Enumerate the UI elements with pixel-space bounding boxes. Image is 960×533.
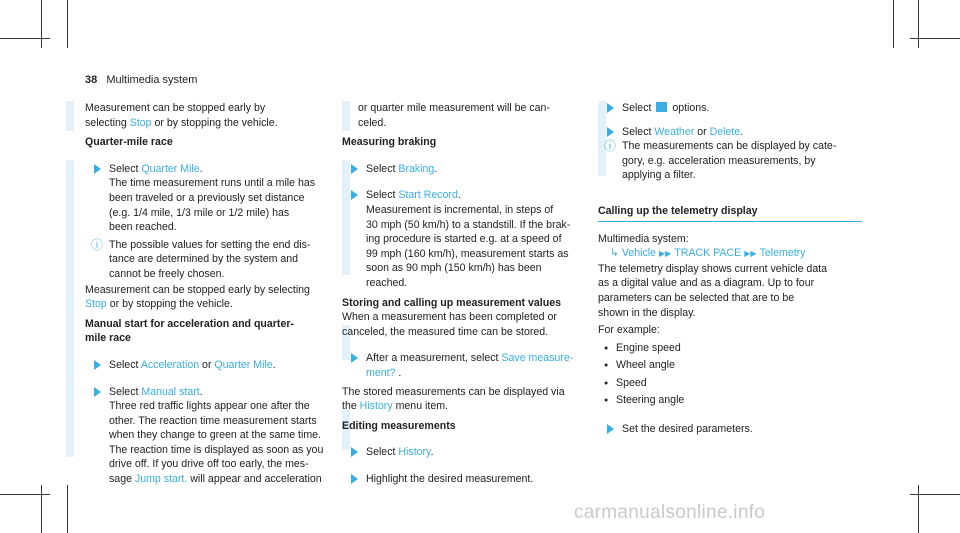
heading-storing: Storing and calling up measurement values: [342, 296, 561, 309]
info-icon: ⓘ: [91, 237, 104, 252]
step-arrow-icon: [351, 353, 358, 363]
multimedia-system-label: Multimedia system:: [598, 232, 689, 245]
page-number: 38: [85, 74, 98, 86]
section-title: Multimedia system: [106, 74, 198, 86]
step-select-options: Select options.: [598, 101, 864, 116]
column-2: [342, 101, 582, 486]
telemetry-paragraph: The telemetry display shows current vehicle data as a digital value and as a diagram. Up to four parameters can be selected that are to be shown in the display.: [598, 262, 828, 319]
quarter-mile-link[interactable]: Quarter Mile: [141, 162, 200, 175]
page-header: [85, 73, 197, 88]
watermark: carmanualsonline.info: [574, 502, 766, 523]
stop-link-2[interactable]: Stop: [85, 298, 107, 311]
step-arrow-icon: [94, 164, 101, 174]
step-manual-start: Select Manual start. Three red traffic lights appear one after the other. The reaction time measurement starts when they change to green at the same time. The reaction time is displayed as soon as you drive off. If you drive off too early, the mes- sage Jump start. will appear and acceleration: [85, 385, 325, 487]
storing-paragraph: When a measurement has been completed or canceled, the measured time can be stored.: [342, 311, 557, 338]
start-record-link[interactable]: Start Record: [398, 189, 458, 202]
highlight-bar: [66, 101, 74, 131]
path-telemetry[interactable]: Telemetry: [759, 247, 806, 260]
crop-mark: [41, 485, 42, 533]
crop-mark: [0, 494, 50, 495]
heading-measuring-braking: Measuring braking: [342, 136, 437, 149]
continuation-paragraph: or quarter mile measurement will be can- celed.: [358, 102, 550, 129]
history-link-2[interactable]: History: [398, 446, 431, 459]
heading-editing: Editing measurements: [342, 419, 456, 432]
step-arrow-icon: [351, 190, 358, 200]
step-start-record: Select Start Record. Measurement is incremental, in steps of 30 mph (50 km/h) to a standstill. If the brak- ing procedure is started e.g. at a speed of 99 mph (160 km/h), measurement starts as soon as 90 mph (150 km/h) has been reached.: [342, 188, 582, 290]
delete-link[interactable]: Delete: [709, 125, 741, 138]
stop-link[interactable]: Stop: [129, 116, 152, 129]
path-separator-icon: ▶▶: [744, 249, 757, 259]
step-select-quarter-mile: Select Quarter Mile. The time measurement runs until a mile has been traveled or a previously set distance (e.g. 1/4 mile, 1/3 mile or 1/2 mile) has been reached.: [85, 162, 325, 235]
step-arrow-icon: [607, 424, 614, 434]
column-1: [85, 101, 325, 487]
stop-paragraph: Measurement can be stopped early by selecting Stop or by stopping the vehicle.: [85, 283, 310, 311]
step-select-mode: Select Acceleration or Quarter Mile.: [85, 358, 325, 373]
path-start-icon: ↳: [610, 247, 619, 260]
crop-mark: [918, 0, 919, 48]
crop-mark: [0, 38, 50, 39]
info-note: ⓘ The possible values for setting the end dis- tance are determined by the system and cannot be freely chosen.: [91, 237, 311, 280]
acceleration-link[interactable]: Acceleration: [140, 358, 200, 371]
highlight-bar: [66, 357, 74, 457]
save-measurement-link-cont[interactable]: ment?: [366, 366, 396, 379]
list-item: ● Wheel angle: [604, 357, 864, 375]
list-item: ● Speed: [604, 375, 864, 393]
history-paragraph: The stored measurements can be displayed via the History menu item.: [342, 385, 565, 413]
step-arrow-icon: [607, 103, 614, 113]
history-link[interactable]: History: [359, 400, 393, 413]
menu-path: [598, 246, 864, 262]
step-arrow-icon: [94, 387, 101, 397]
info-icon: ⓘ: [604, 139, 617, 154]
weather-link[interactable]: Weather: [654, 125, 695, 138]
submenu-icon: [656, 102, 667, 112]
step-select-braking: Select Braking.: [342, 162, 582, 177]
list-item: ● Engine speed: [604, 340, 864, 358]
jump-start-link[interactable]: Jump start.: [134, 473, 188, 486]
path-vehicle[interactable]: Vehicle: [621, 247, 657, 260]
step-arrow-icon: [607, 127, 614, 137]
step-select-history: Select History.: [342, 445, 582, 460]
path-track-pace[interactable]: TRACK PACE: [674, 247, 742, 260]
info-note: ⓘ The measurements can be displayed by cate- gory, e.g. acceleration measurements, by applying a filter.: [604, 139, 837, 182]
intro-paragraph: Measurement can be stopped early by selecting Stop or by stopping the vehicle.: [85, 102, 278, 129]
save-measurement-link[interactable]: Save measure-: [501, 352, 574, 365]
step-highlight-measurement: Highlight the desired measurement.: [342, 472, 582, 487]
parameter-list: [598, 340, 864, 410]
step-select-weather: Select Weather or Delete.: [598, 125, 864, 140]
quarter-mile-link-2[interactable]: Quarter Mile: [214, 358, 273, 371]
step-arrow-icon: [94, 360, 101, 370]
heading-manual-start: Manual start for acceleration and quarter- mile race: [85, 317, 294, 345]
step-arrow-icon: [351, 447, 358, 457]
column-3: [598, 101, 864, 436]
path-separator-icon: ▶▶: [659, 249, 672, 259]
step-set-parameters: Set the desired parameters.: [598, 422, 864, 437]
list-item: ● Steering angle: [604, 392, 864, 410]
braking-link[interactable]: Braking: [398, 162, 435, 175]
section-heading-telemetry: Calling up the telemetry display: [598, 204, 758, 217]
manual-start-link[interactable]: Manual start: [141, 385, 200, 398]
crop-mark: [910, 494, 960, 495]
step-arrow-icon: [351, 164, 358, 174]
step-arrow-icon: [351, 474, 358, 484]
highlight-bar: [66, 160, 74, 390]
crop-mark: [67, 485, 68, 533]
heading-quarter-mile: Quarter-mile race: [85, 136, 173, 149]
crop-mark: [67, 0, 68, 48]
section-rule: [598, 221, 862, 222]
example-label: For example:: [598, 324, 660, 337]
crop-mark: [893, 0, 894, 48]
crop-mark: [918, 485, 919, 533]
crop-mark: [41, 0, 42, 48]
step-save-measurement: After a measurement, select Save measure- ment? .: [342, 351, 582, 380]
crop-mark: [910, 38, 960, 39]
